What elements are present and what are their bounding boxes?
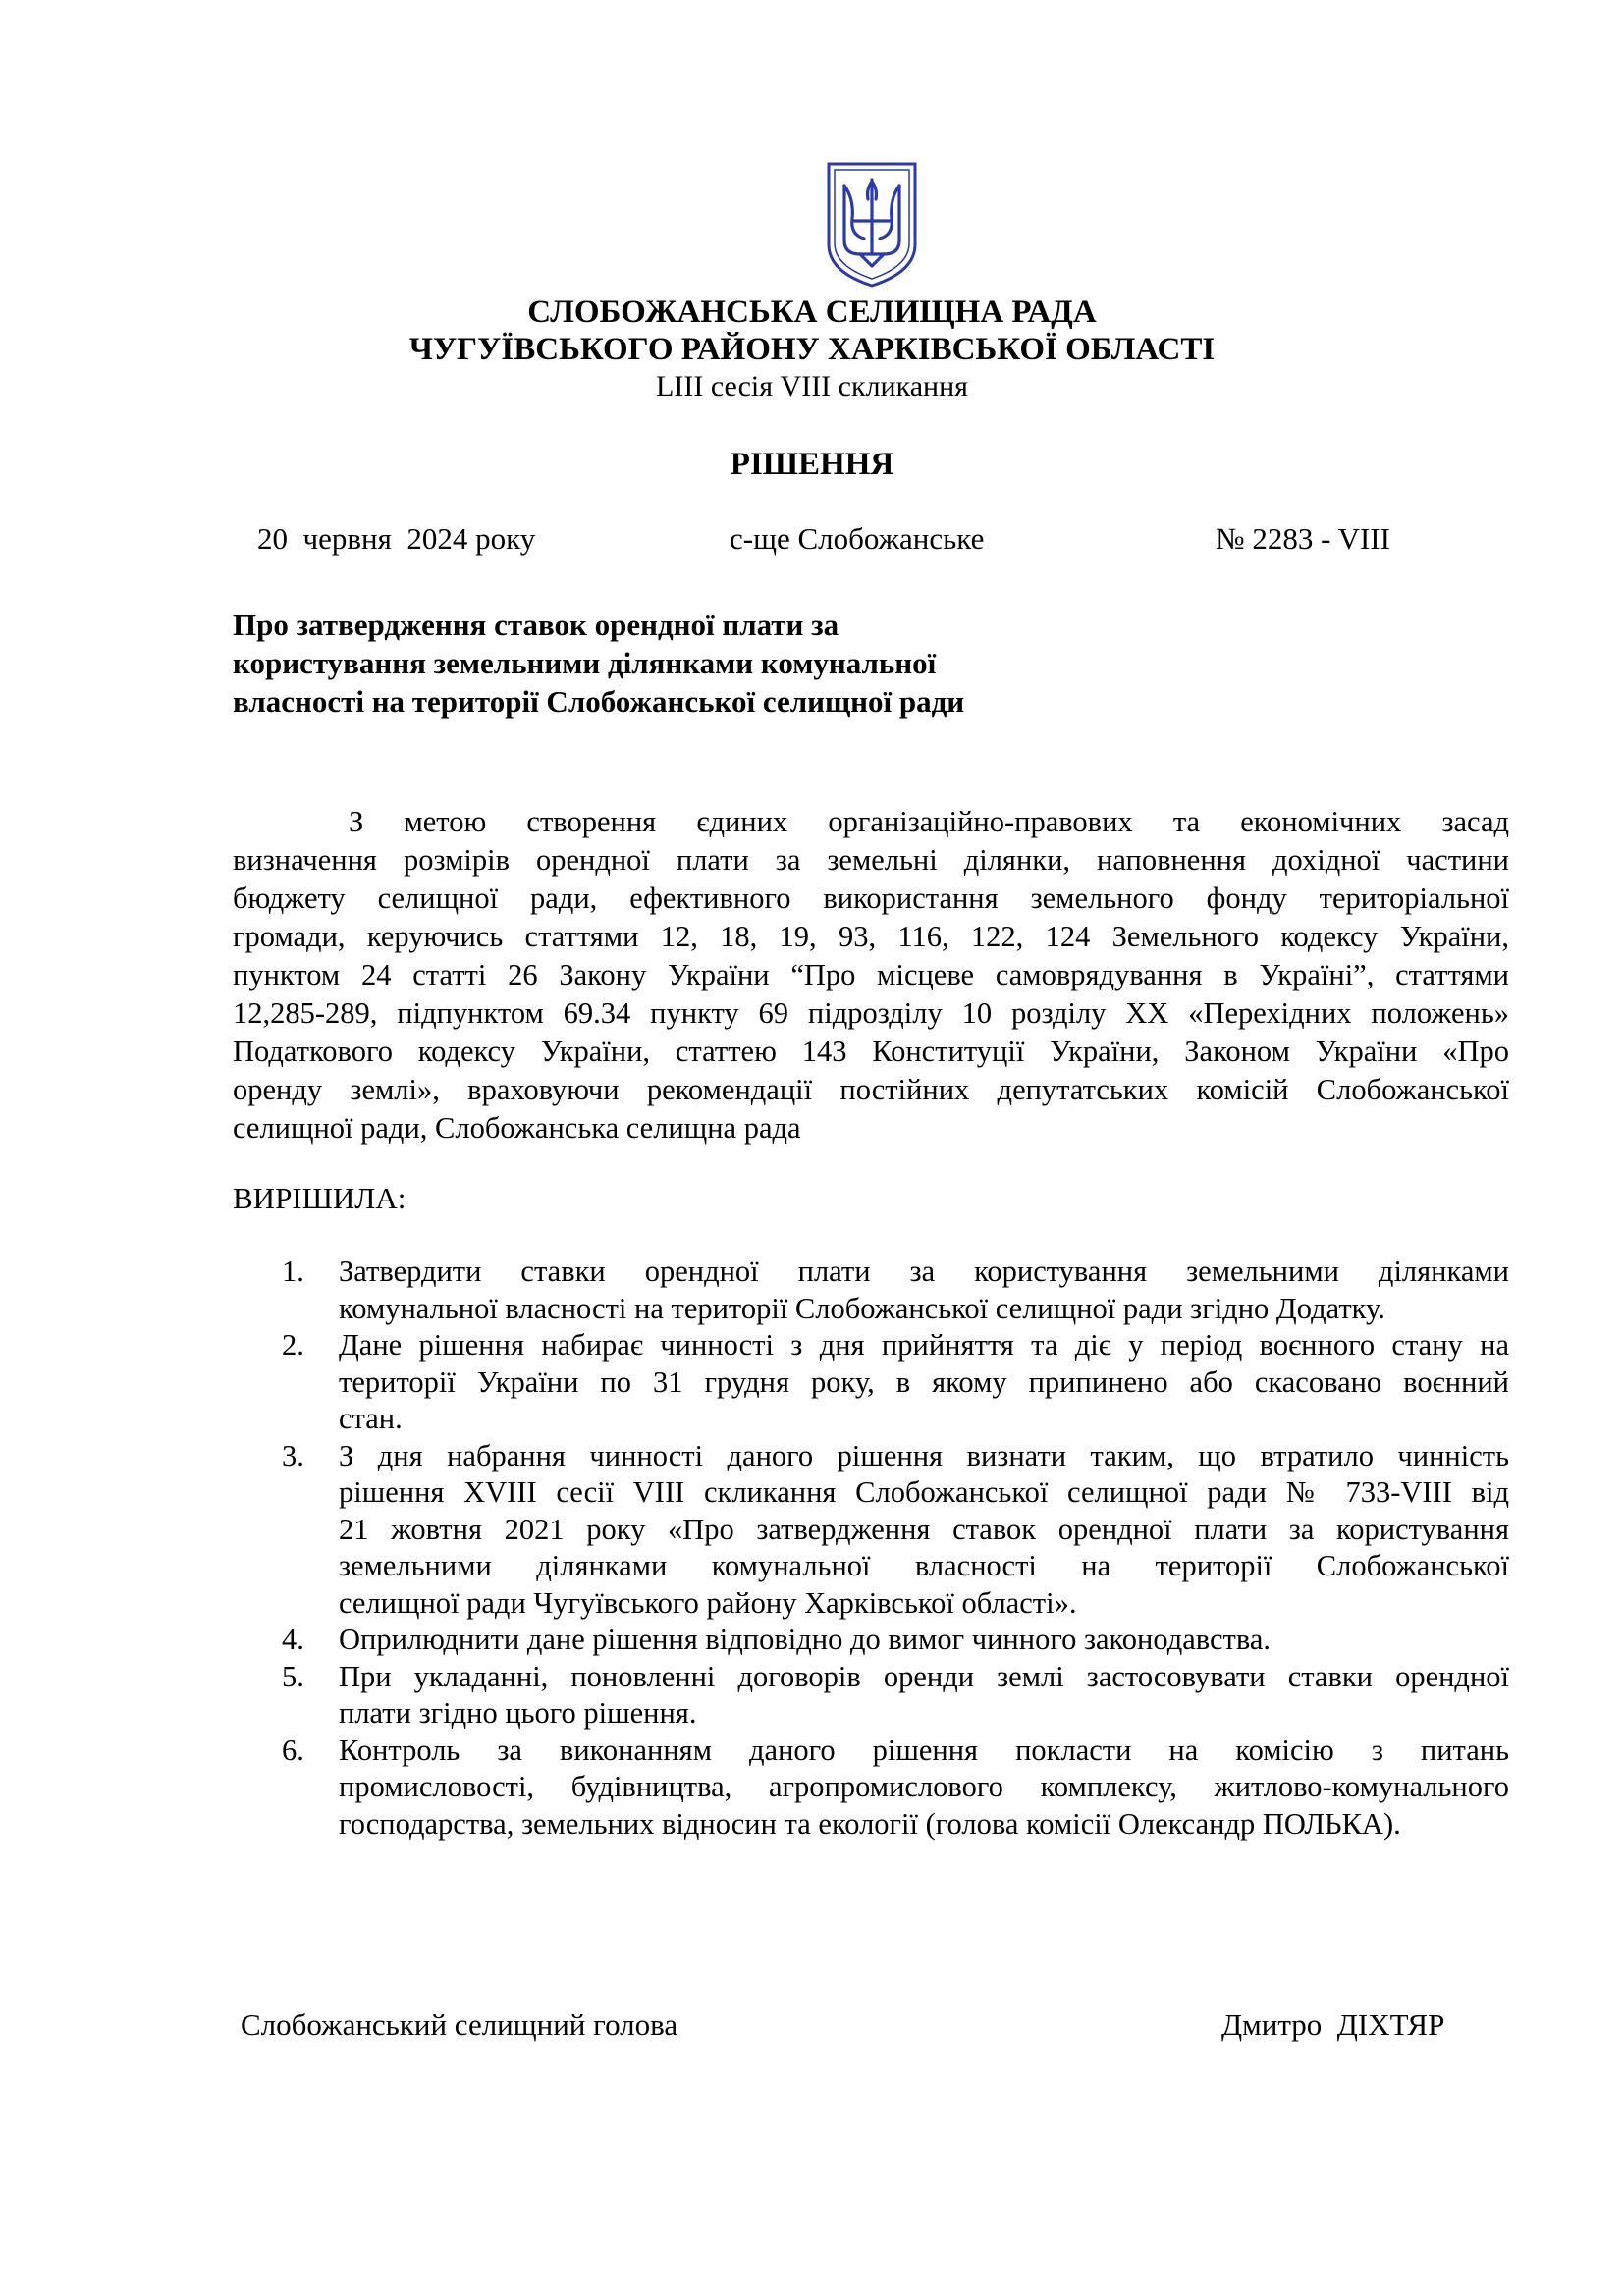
- item-number: 6.: [282, 1733, 304, 1767]
- item-number: 5.: [282, 1659, 304, 1693]
- signatory-position: Слобожанський селищний голова: [241, 2007, 678, 2042]
- item-line: плати згідно цього рішення.: [339, 1696, 697, 1730]
- preamble-paragraph: [233, 803, 1509, 1148]
- item-line: Оприлюднити дане рішення відповідно до вимог чинного законодавства.: [339, 1623, 1272, 1656]
- item-line: господарства, земельних відносин та екології (голова комісії Олександр ПОЛЬКА).: [339, 1806, 1401, 1841]
- preamble-line: визначення розмірів орендної плати за земельні ділянки, наповнення дохідної частини: [233, 843, 1509, 877]
- item-line: стан.: [339, 1402, 403, 1435]
- decision-subject: [233, 606, 1116, 721]
- list-item: [233, 1327, 1509, 1438]
- decision-number: № 2283 - VIII: [1216, 521, 1390, 556]
- list-item: [233, 1254, 1509, 1327]
- item-line: З дня набрання чинності даного рішення визнати таким, що втратило чинність: [339, 1438, 1509, 1472]
- item-line: селищної ради Чугуївського району Харківської області».: [339, 1585, 1077, 1620]
- item-line: Контроль за виконанням даного рішення покласти на комісію з питань: [339, 1733, 1509, 1767]
- session-info: LIII сесія VIII скликання: [656, 370, 968, 402]
- preamble-line: громади, керуючись статтями 12, 18, 19, 93, 116, 122, 124 Земельного кодексу України,: [233, 920, 1509, 953]
- list-item: [233, 1733, 1509, 1843]
- list-item: [233, 1659, 1509, 1733]
- item-line: території України по 31 грудня року, в якому припинено або скасовано воєнний: [339, 1364, 1509, 1399]
- item-number: 1.: [282, 1255, 304, 1288]
- preamble-line: оренду землі», враховуючи рекомендації постійних депутатських комісій Слобожанської: [233, 1073, 1509, 1106]
- subject-line: користування земельними ділянками комунальної: [233, 646, 937, 680]
- list-item: [233, 1438, 1509, 1623]
- document-type-title: РІШЕННЯ: [730, 447, 894, 482]
- trident-coat-of-arms-icon: [825, 160, 919, 290]
- preamble-line: Податкового кодексу України, статтею 143 Конституції України, Законом України «Про: [233, 1035, 1509, 1068]
- item-line: земельними ділянками комунальної власності на території Слобожанської: [339, 1549, 1509, 1582]
- preamble-line: З метою створення єдиних організаційно-правових та економічних засад: [349, 805, 1509, 838]
- list-item: [233, 1622, 1509, 1659]
- item-line: рішення XVIII сесії VIII скликання Слобожанської селищної ради № 733-VIII від: [339, 1475, 1509, 1509]
- preamble-line: селищної ради, Слобожанська селищна рада: [233, 1111, 801, 1145]
- item-line: При укладанні, поновленні договорів оренди землі застосовувати ставки орендної: [339, 1659, 1509, 1693]
- decision-date: 20 червня 2024 року: [257, 521, 536, 556]
- item-line: 21 жовтня 2021 року «Про затвердження ставок орендної плати за користування: [339, 1512, 1509, 1546]
- item-number: 4.: [282, 1623, 304, 1656]
- subject-line: Про затвердження ставок орендної плати за: [233, 608, 839, 642]
- decision-items-list: [233, 1254, 1509, 1842]
- preamble-line: 12,285-289, підпунктом 69.34 пункту 69 підрозділу 10 розділу ХХ «Перехідних положень»: [233, 996, 1509, 1030]
- item-line: Затвердити ставки орендної плати за користування земельними ділянками: [339, 1255, 1509, 1288]
- organization-district: ЧУГУЇВСЬКОГО РАЙОНУ ХАРКІВСЬКОЇ ОБЛАСТІ: [408, 332, 1216, 367]
- item-number: 2.: [282, 1328, 304, 1362]
- item-line: промисловості, будівництва, агропромислового комплексу, житлово-комунального: [339, 1770, 1509, 1803]
- preamble-line: бюджету селищної ради, ефективного використання земельного фонду територіальної: [233, 881, 1509, 915]
- item-line: комунальної власності на території Слобожанської селищної ради згідно Додатку.: [339, 1291, 1385, 1325]
- subject-line: власності на території Слобожанської селищної ради: [233, 684, 965, 719]
- organization-name: СЛОБОЖАНСЬКА СЕЛИЩНА РАДА: [527, 294, 1097, 330]
- item-number: 3.: [282, 1438, 304, 1472]
- resolved-label: ВИРІШИЛА:: [233, 1181, 406, 1215]
- item-line: Дане рішення набирає чинності з дня прийняття та діє у період воєнного стану на: [339, 1328, 1509, 1362]
- preamble-line: пунктом 24 статті 26 Закону України “Про місцеве самоврядування в Україні”, статтями: [233, 958, 1509, 991]
- signatory-name: Дмитро ДІХТЯР: [1221, 2007, 1445, 2042]
- decision-place: с-ще Слобожанське: [730, 521, 985, 556]
